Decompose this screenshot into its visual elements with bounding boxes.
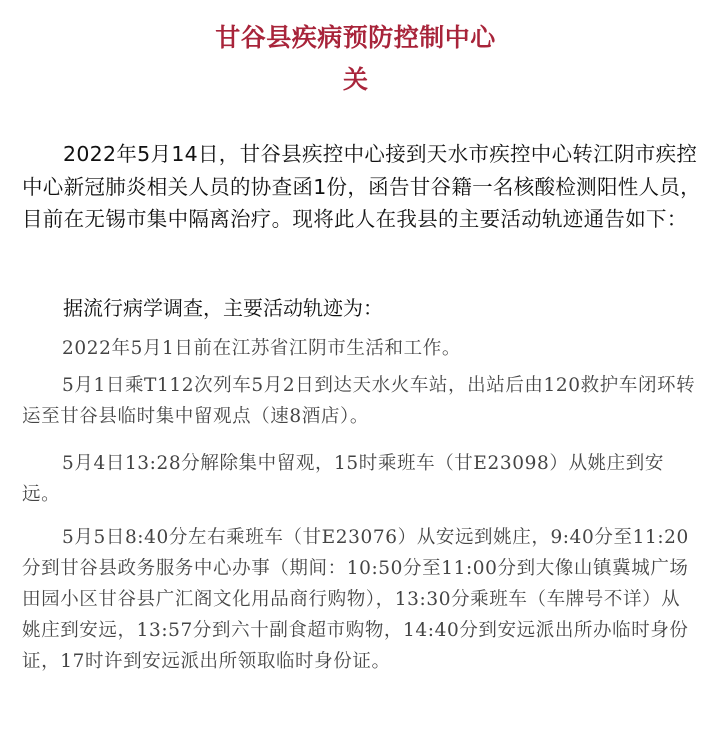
survey-heading: 据流行病学调查，主要活动轨迹为： <box>63 296 383 320</box>
track-item: 2022年5月1日前在江苏省江阴市生活和工作。 <box>62 338 461 359</box>
track-item: 5月4日13:28分解除集中留观，15时乘班车（甘E23098）从姚庄到安远。 <box>22 453 664 505</box>
intro-paragraph <box>22 138 702 236</box>
track-item: 5月1日乘T112次列车5月2日到达天水火车站，出站后由120救护车闭环转运至甘谷县临时集中留观点（速8酒店）。 <box>22 375 696 427</box>
intro-text: 2022年5月14日，甘谷县疾控中心接到天水市疾控中心转江阴市疾控中心新冠肺炎相关人员的协查函1份，函告甘谷籍一名核酸检测阳性人员，目前在无锡市集中隔离治疗。现将此人在我县的主要活动轨迹通告如下： <box>22 142 701 231</box>
track-item: 5月5日8:40分左右乘班车（甘E23076）从安远到姚庄，9:40分至11:20分到甘谷县政务服务中心办事（期间：10:50分至11:00分到大像山镇冀城广场田园小区甘谷县广汇阁文化用品商行购物），13:30分乘班车（车牌号不详）从姚庄到安远，13:57分到六十副食超市购物，14:40分到安远派出所办临时身份证，17时许到安远派出所领取临时身份证。 <box>22 527 689 672</box>
notice-title: 甘谷县疾病预防控制中心 <box>215 23 496 52</box>
notice-title-continuation: 关 <box>342 65 368 94</box>
